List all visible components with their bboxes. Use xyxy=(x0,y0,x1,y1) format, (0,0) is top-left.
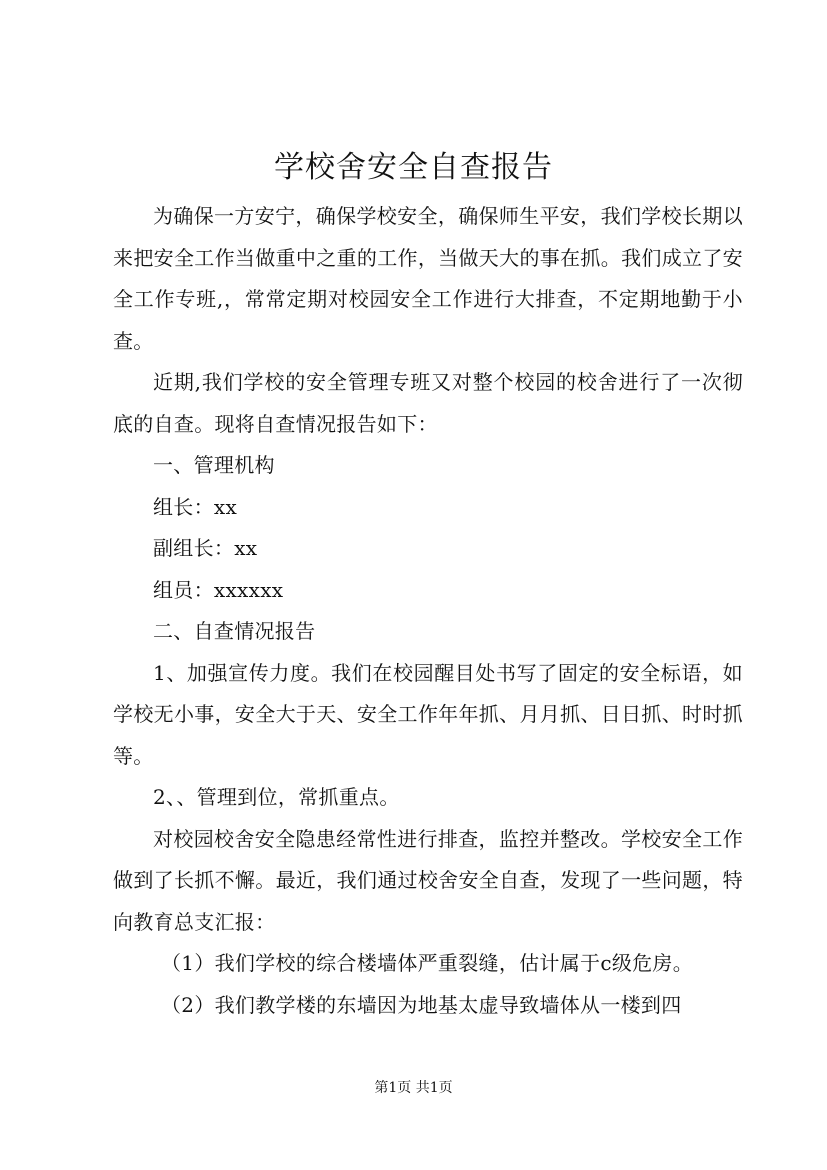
document-body xyxy=(113,196,743,1026)
point-2-line: 2、、管理到位，常抓重点。 xyxy=(153,785,400,809)
section-heading-report: 二、自查情况报告 xyxy=(153,619,316,643)
members-line: 组员：xxxxxx xyxy=(153,577,284,602)
intro-paragraph: 为确保一方安宁，确保学校安全，确保师生平安，我们学校长期以来把安全工作当做重中之重的工作，当做天大的事在抓。我们成立了安全工作专班,，常常定期对校园安全工作进行大排查，不定期地勤于小查。 xyxy=(113,204,743,353)
point-1-paragraph: 1、加强宣传力度。我们在校园醒目处书写了固定的安全标语，如学校无小事，安全大于天、安全工作年年抓、月月抓、日日抓、时时抓等。 xyxy=(113,660,743,768)
recent-check-paragraph: 近期,我们学校的安全管理专班又对整个校园的校舍进行了一次彻底的自查。现将自查情况报告如下： xyxy=(113,370,743,436)
deputy-leader-line: 副组长：xx xyxy=(153,536,258,560)
issue-1-line: （1）我们学校的综合楼墙体严重裂缝，估计属于c级危房。 xyxy=(161,951,694,975)
leader-line: 组长：xx xyxy=(153,494,238,519)
issue-2-line: （2）我们教学楼的东墙因为地基太虚导致墙体从一楼到四 xyxy=(161,992,682,1017)
document-title: 学校舍安全自查报告 xyxy=(274,150,553,185)
page-footer: 第1页 共1页 xyxy=(374,1080,453,1096)
inspection-paragraph: 对校园校舍安全隐患经常性进行排查，监控并整改。学校安全工作做到了长抓不懈。最近，我们通过校舍安全自查，发现了一些问题，特向教育总支汇报： xyxy=(113,826,743,934)
section-heading-management: 一、管理机构 xyxy=(153,453,275,477)
